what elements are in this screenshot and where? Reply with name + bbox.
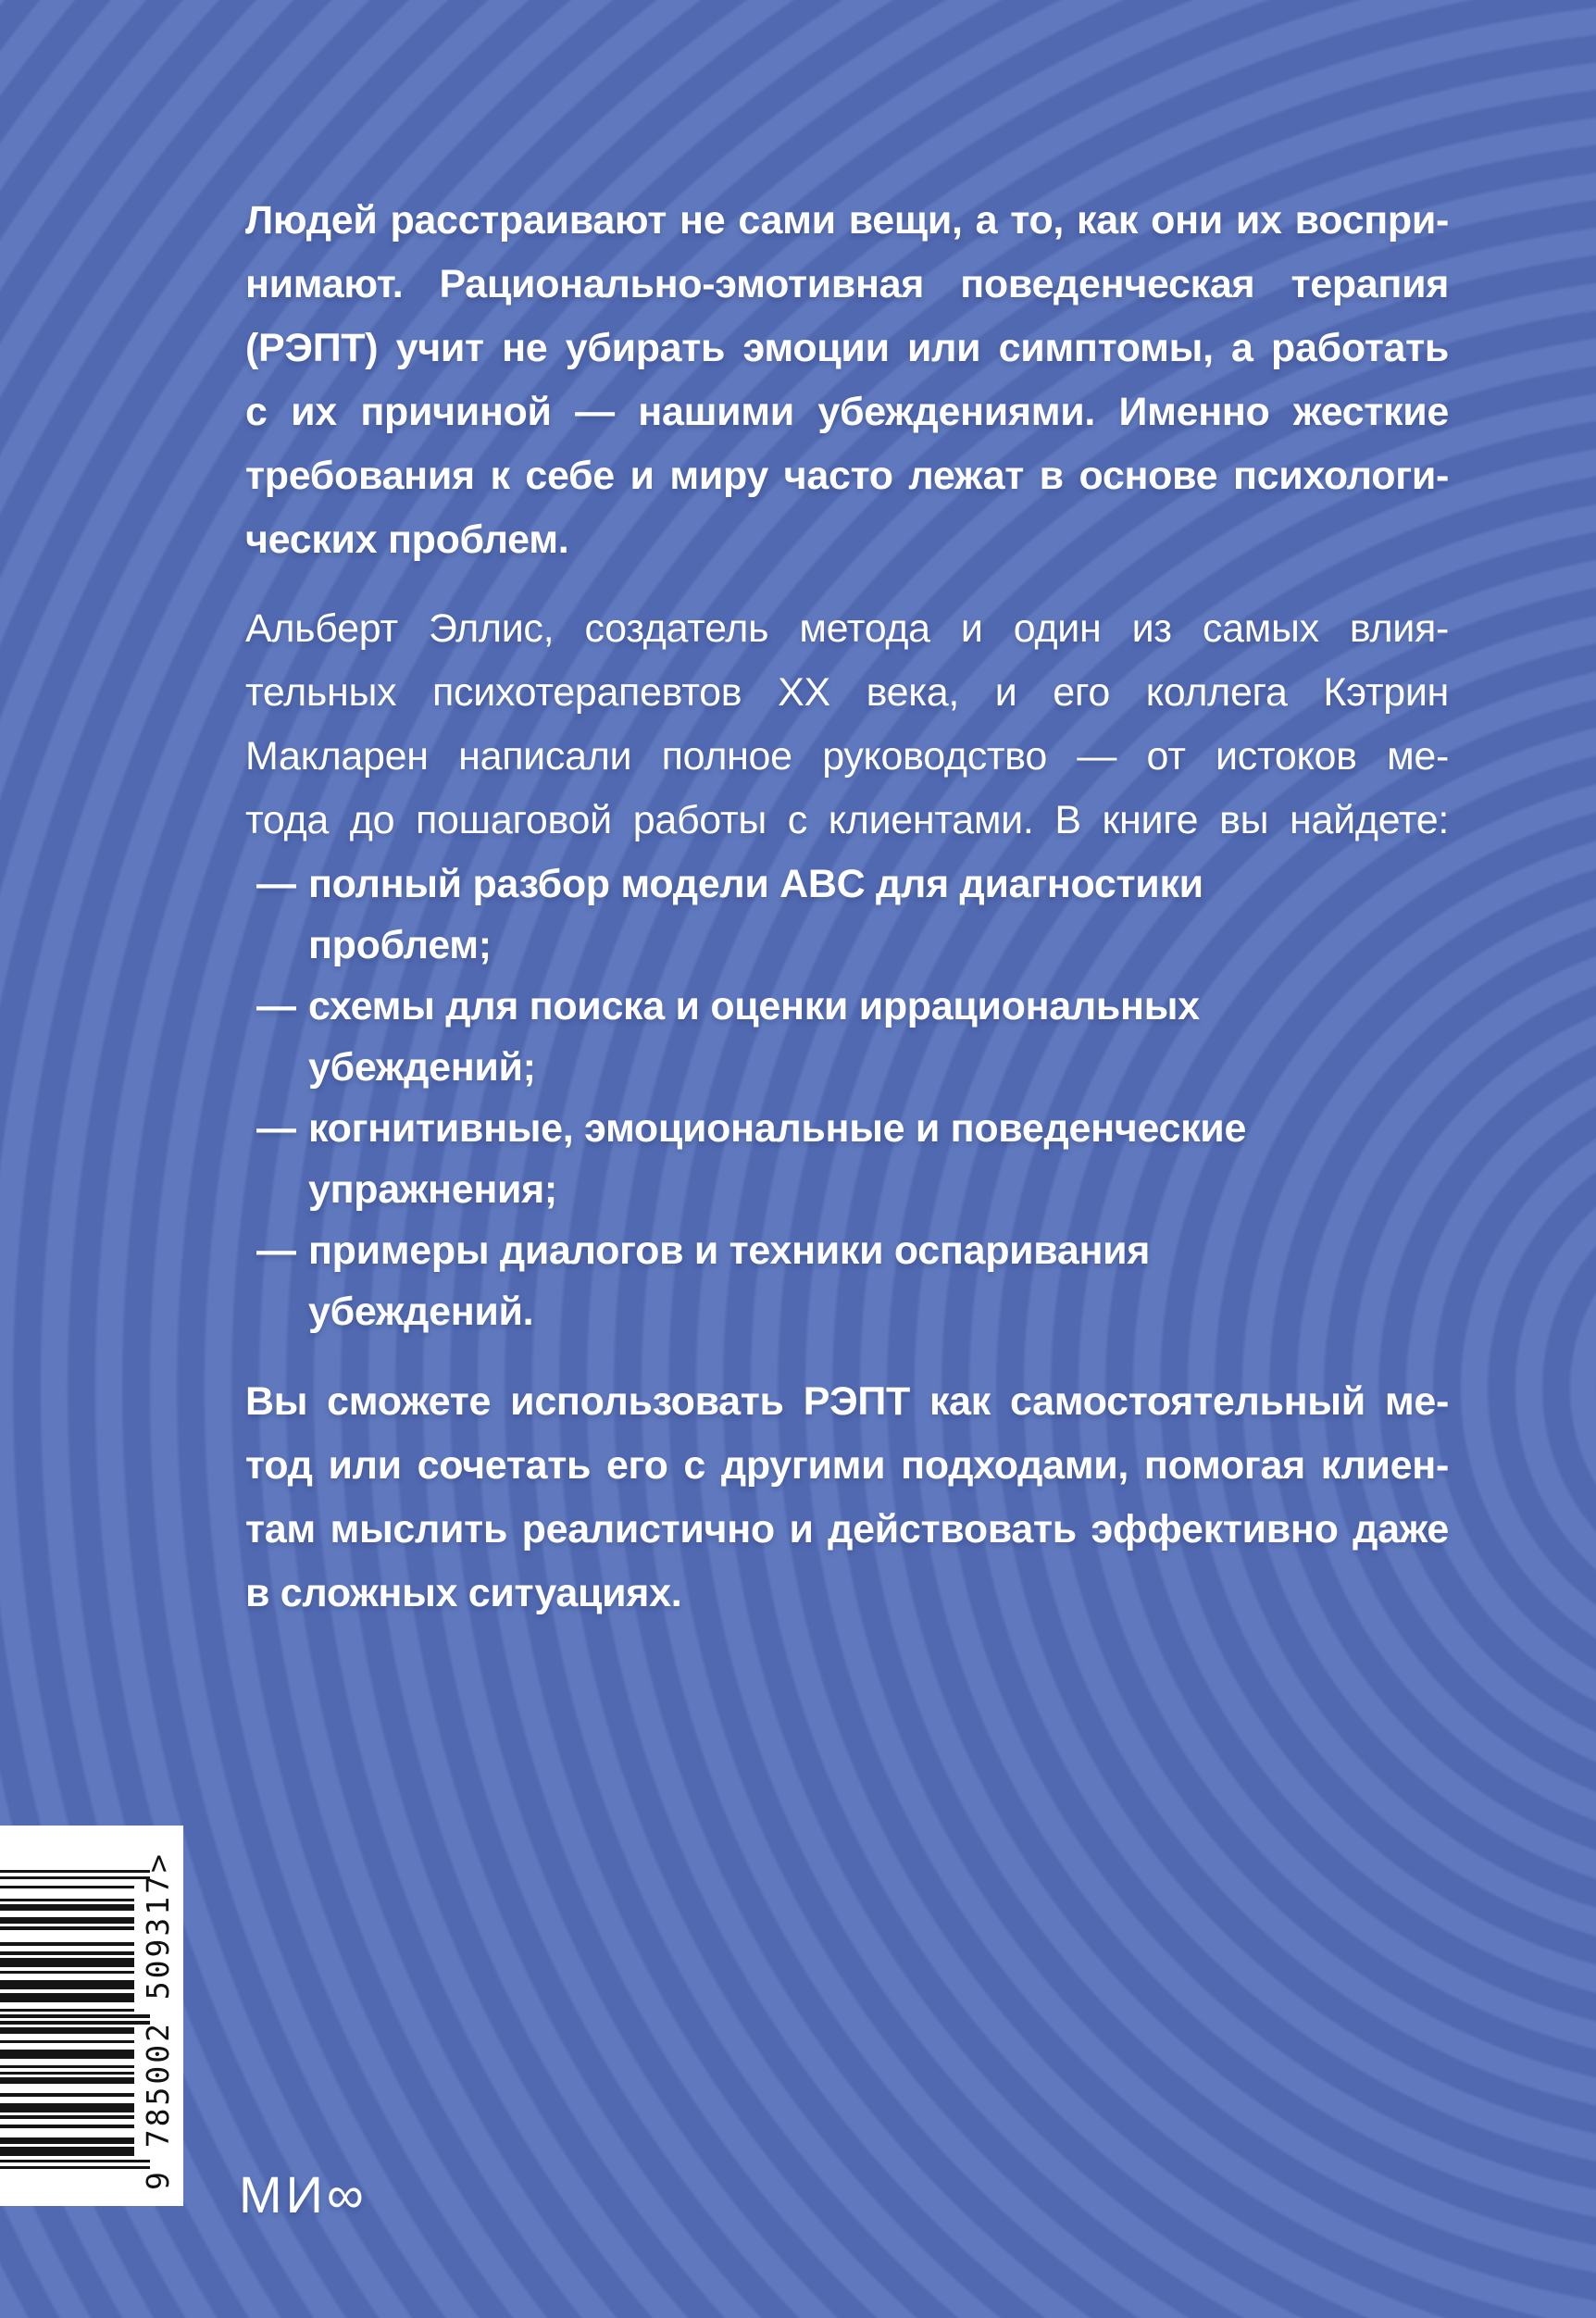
barcode-bar bbox=[0, 2065, 134, 2068]
barcode-bar bbox=[0, 1904, 134, 1911]
barcode-bar bbox=[0, 1980, 134, 1989]
list-item bbox=[256, 1098, 1449, 1220]
barcode-bar bbox=[0, 2115, 134, 2118]
barcode-bar bbox=[0, 2166, 150, 2169]
text-line: Макларен написали полное руководство — от истоков ме- bbox=[245, 734, 1449, 779]
text-line: упражнения; bbox=[308, 1167, 557, 1212]
barcode-bar bbox=[0, 2009, 134, 2012]
text-line: (РЭПТ) учит не убирать эмоции или симптомы, а работать bbox=[245, 326, 1449, 370]
text-line: требования к себе и миру часто лежат в основе психологи- bbox=[245, 454, 1449, 498]
barcode-bar bbox=[0, 1917, 134, 1924]
text-line: примеры диалогов и техники оспаривания bbox=[308, 1228, 1151, 1273]
barcode-bar bbox=[0, 1876, 150, 1879]
barcode-bar bbox=[0, 2027, 134, 2034]
barcode-bar bbox=[0, 2014, 150, 2017]
bullet-dash: — bbox=[256, 1228, 296, 1273]
text-line: Людей расстраивают не сами вещи, а то, как они их воспри- bbox=[245, 198, 1449, 243]
barcode-bar bbox=[0, 2050, 134, 2059]
barcode-bar bbox=[0, 1993, 134, 2002]
barcode-bar bbox=[0, 2072, 134, 2075]
barcode-bar bbox=[0, 2147, 134, 2156]
barcode-bar bbox=[0, 1942, 134, 1945]
text-line: схемы для поиска и оценки иррациональных bbox=[308, 984, 1200, 1028]
barcode-bar bbox=[0, 1899, 134, 1901]
text-line: там мыслить реалистично и действовать эффективно даже bbox=[245, 1507, 1449, 1552]
isbn-number bbox=[137, 1851, 178, 2190]
annotation-paragraph-2 bbox=[245, 597, 1449, 853]
bullet-dash: — bbox=[256, 984, 296, 1028]
barcode-bar bbox=[0, 1971, 134, 1974]
text-line: Вы сможете использовать РЭПТ как самостоятельный ме- bbox=[245, 1379, 1449, 1424]
barcode-bar bbox=[0, 2021, 150, 2024]
text-line: в сложных ситуациях. bbox=[245, 1571, 682, 1615]
barcode-bar bbox=[0, 1951, 134, 1954]
text-line: ческих проблем. bbox=[245, 517, 569, 562]
text-line: полный разбор модели ABC для диагностики bbox=[308, 862, 1203, 906]
barcode-bar bbox=[0, 2160, 150, 2162]
publisher-logo-mif: МИ∞ bbox=[239, 2165, 368, 2224]
barcode-bar bbox=[0, 1926, 134, 1929]
barcode-bar bbox=[0, 2137, 134, 2144]
isbn-digits: 9 785002 509317 bbox=[139, 1872, 176, 2190]
list-item bbox=[256, 1220, 1449, 1342]
isbn-suffix: > bbox=[139, 1851, 176, 1873]
text-line: нимают. Рационально-эмотивная поведенческая терапия bbox=[245, 262, 1449, 306]
text-line: тод или сочетать его с другими подходами, помогая клиен- bbox=[245, 1443, 1449, 1488]
text-line: с их причиной — нашими убеждениями. Именно жесткие bbox=[245, 390, 1449, 434]
annotation-paragraph-3 bbox=[245, 1370, 1449, 1626]
annotation-paragraph-1 bbox=[245, 189, 1449, 572]
list-item bbox=[256, 976, 1449, 1098]
text-line: проблем; bbox=[308, 923, 492, 967]
barcode-bar bbox=[0, 2077, 134, 2084]
barcode-bar bbox=[0, 2093, 134, 2096]
barcode-bar bbox=[0, 2040, 134, 2043]
list-item bbox=[256, 854, 1449, 976]
barcode-bar bbox=[0, 2125, 134, 2127]
barcode-bar bbox=[0, 1958, 134, 1967]
barcode-bar bbox=[0, 2103, 134, 2112]
bullet-dash: — bbox=[256, 1106, 296, 1151]
text-line: когнитивные, эмоциональные и поведенческие bbox=[308, 1106, 1247, 1151]
barcode-bar bbox=[0, 1886, 134, 1888]
text-line: тельных психотерапевтов XX века, и его коллега Кэтрин bbox=[245, 670, 1449, 715]
bullet-list bbox=[256, 854, 1449, 1342]
text-line: убеждений; bbox=[308, 1045, 536, 1090]
text-line: убеждений. bbox=[308, 1290, 534, 1334]
barcode-bar bbox=[0, 1870, 150, 1873]
text-line: тода до пошаговой работы с клиентами. В книге вы найдете: bbox=[245, 798, 1449, 842]
bullet-dash: — bbox=[256, 862, 296, 906]
text-line: Альберт Эллис, создатель метода и один из самых влия- bbox=[245, 606, 1449, 651]
